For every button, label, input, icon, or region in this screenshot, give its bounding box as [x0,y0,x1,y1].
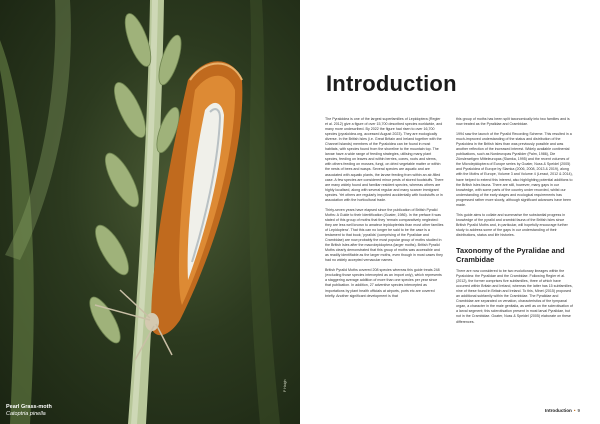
paragraph: This guide aims to collate and summarise the substantial progress in knowledge of the pyralid and crambid fauna of the British Isles since British Pyralid Moths and, in particular, will hopefully encourage further study to address some of the gaps in our understanding of their distributions, status and life histories. [456,212,568,237]
paragraph: Thirty-seven years have elapsed since the publication of British Pyralid Moths: A Guide to their Identification (Goater, 1986). In the preface it was stated of this group of moths that they 'remain comparatively neglected: they are less well known to amateur lepidopterists than most other families of Lepidoptera'. That this can no longer be said to be the case is a testament to that book; 'pyralids' (comprising of the Pyralidae and Crambidae) are now probably the most popular group of moths studied in the British Isles after the macrolepidoptera (larger moths). British Pyralid Moths clearly demonstrated that this group of moths was accessible and as readily identifiable as the larger moths, even though in most cases they had no widely accepted vernacular names. [325,207,444,263]
running-title: Introduction [545,408,572,413]
moth [95,61,242,360]
page-folio [545,408,580,413]
section-heading: Taxonomy of the Pyralidae and Crambidae [456,246,565,265]
paragraph: British Pyralid Moths covered 208 species whereas this guide treats 248 (excluding those species intercepted as an import only), which represents a staggering average addition of more than one species per year since that publication. In addition, 27 adventive species intercepted as importations by plant health officials at airports, ports etc are covered briefly. Another significant development is that [325,268,442,298]
paragraph: this group of moths has been split taxonomically into two families and is now treated as the Pyralidae and Crambidae. [456,117,570,127]
page-title: Introduction [326,71,457,96]
page-number: 9 [577,408,580,413]
left-text-column [325,117,444,304]
paragraph: There are now considered to be two evolutionary lineages within the Pyraloidea: the Pyralidae and the Crambidae. Following Regier et al. (2012), the former comprises five subfamilies, three of which have occurred within Britain and Ireland, whereas the latter has 15 subfamilies, nine of these found in Britain and Ireland. To this, Minet (2015) proposed an additional subfamily within the Crambidae. The Pyralidae and Crambidae are separated on venation, characteristics of the tympanal organ, a character in the male genitalia, as well as on the sclerotisation of a larval segment; this sclerotisation present in most larval Pyralidae, but not in the Crambidae. Goater, Nuss & Speidel (2005) elaborate on these differences. [456,269,573,324]
caption-latin-name: Catoptria pinella [6,411,46,417]
background-grass-blade [249,0,280,424]
photo-credit: P Haigh [283,379,287,392]
caption-common-name: Pearl Grass-moth [6,404,52,410]
folio-separator: • [573,408,576,413]
paragraph: 1994 saw the launch of the Pyralid Recording Scheme. This resulted in a much-improved understanding of the status and distribution of the Pyraloidea in the British Isles than was previously possible and was another reflection of the increased interest. Widely available continental publications, such as Nordeuropas Pyralider (Palm, 1986), Die Zünslerartigen Mitteleuropas (Slamka, 1995) and the recent volumes of the Microlepidoptera of Europe series by Goater, Nuss & Speidel (2005) and Pyraloidea of Europe by Slamka (2006, 2008, 2013 & 2019), along with the Moths of Europe, Volume 3 and Volume 4 (Leraut, 2012 & 2014), have helped to extend this interest, also highlighting potential additions to the British Isles fauna. There are still, however, many gaps in our knowledge, with some parts of the country under recorded, whilst our understanding of the early stages and ecological requirements has progressed rather more slowly, although significant advances have been made. [456,132,573,207]
photo-caption [6,404,52,418]
text-page [300,0,600,424]
right-text-column [456,117,575,330]
paragraph: The Pyraloidea is one of the largest superfamilies of Lepidoptera (Regier et al. 2012) give a figure of over 15,700 described species worldwide, and many more undescribed. By 2022 the figure had risen to over 16,700 species (pyraloidea.org, accessed August 2023). They are ecologically diverse. In the British Isles (i.e. Great Britain and Ireland together with the Channel Islands) members of the Pyraloidea can be found in most habitats, with species found from the shoreline to the mountain top. The larvae have a wide range of feeding strategies, utilising many plant species, feeding on leaves and within berries, cones, roots and stems, with others feeding on mosses, fungi, on dried vegetable matter or within the nests of bees and wasps. Several species are aquatic and are associated with aquatic plants, the larvae feeding from within an air-filled case. A few species are considered minor pests of stored foodstuffs. There are many widely found and familiar resident species, whereas others are highly localised, along with several regular and many scarcer immigrant species. Yet others are regularly imported accidentally with foodstuffs or in association with the horticultural trade. [325,117,444,202]
